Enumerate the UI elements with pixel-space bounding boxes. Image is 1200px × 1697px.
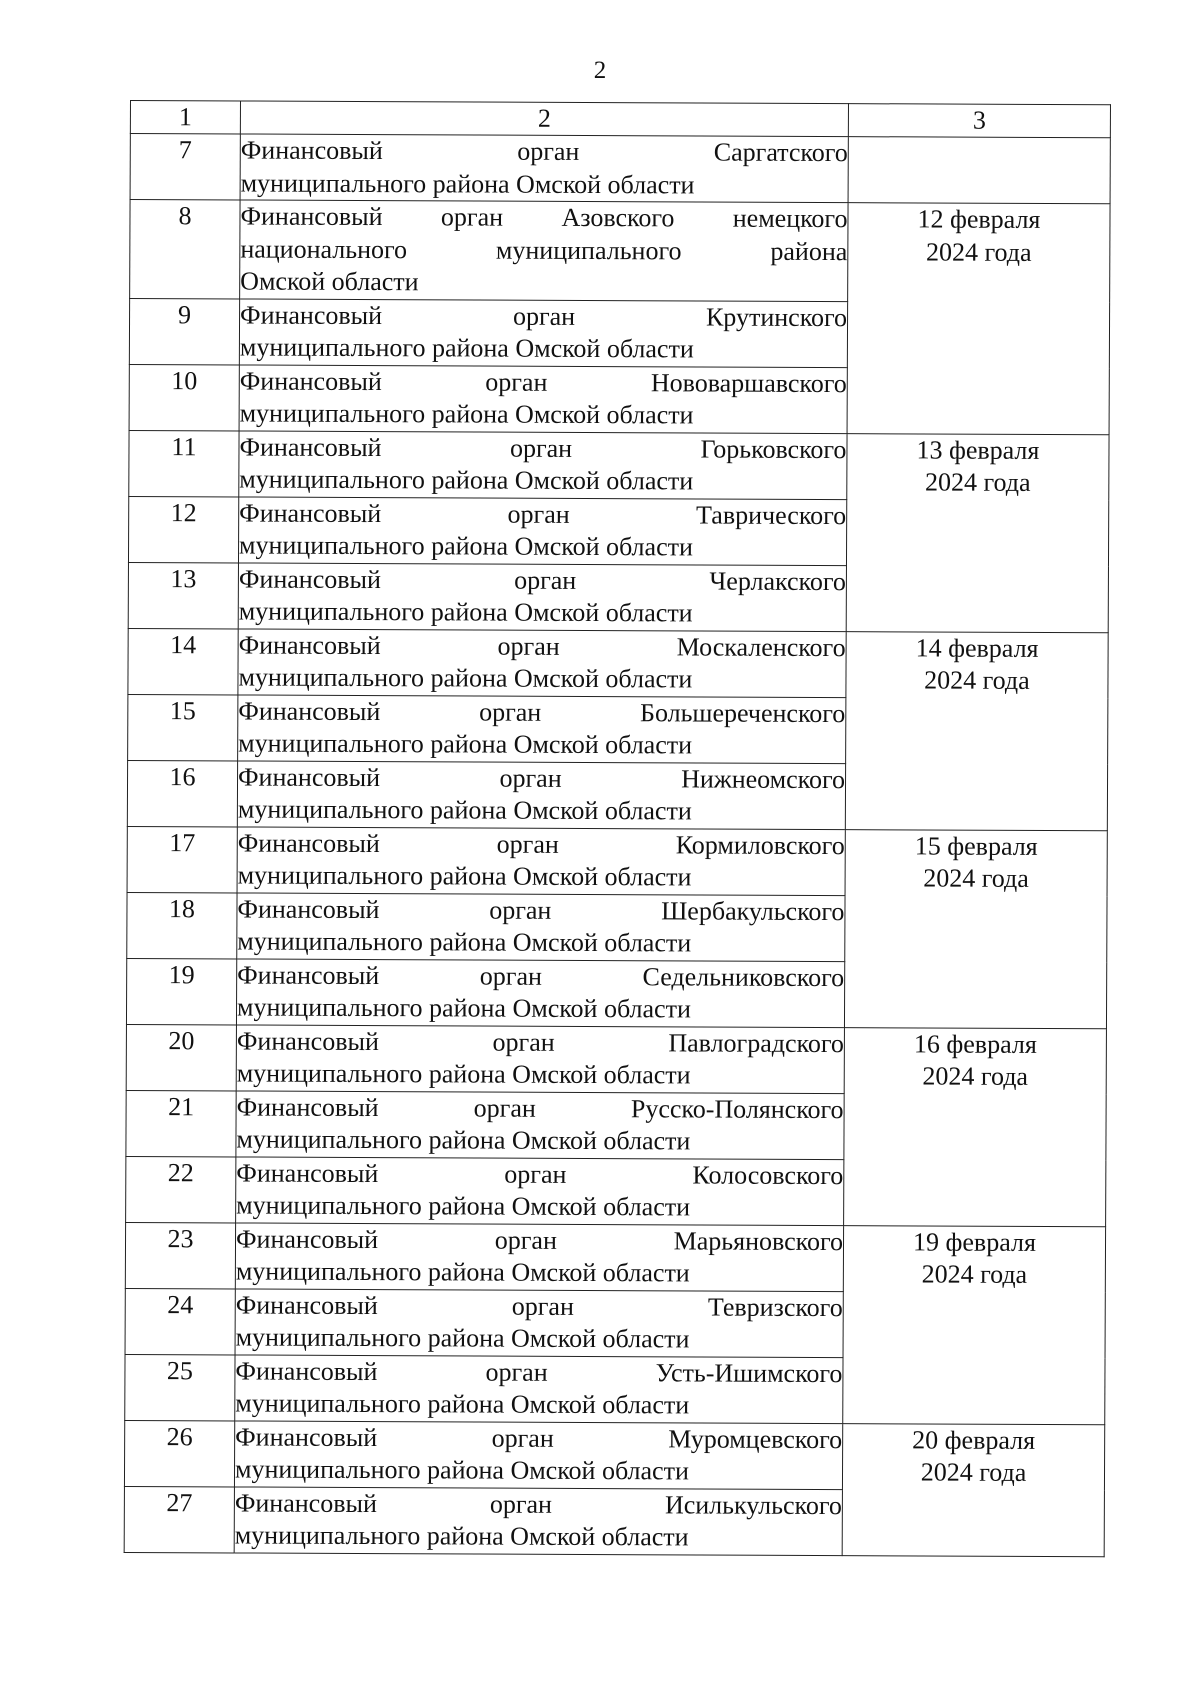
row-number: 15: [128, 694, 238, 760]
table-row: [126, 1024, 1106, 1094]
row-number: 8: [130, 200, 240, 299]
organization-name: [238, 562, 846, 631]
organization-name-line: Финансовый орган Кормиловского: [237, 827, 845, 860]
organization-name-line: муниципального района Омской области: [234, 1454, 689, 1486]
table-row: [129, 430, 1109, 500]
row-number: 25: [125, 1354, 235, 1420]
organization-name-line: муниципального района Омской области: [238, 596, 693, 628]
organization-name-line: Финансовый орган Усть-Ишимского: [235, 1355, 843, 1388]
organization-name-line: муниципального района Омской области: [236, 1190, 691, 1222]
organization-name: [239, 430, 847, 499]
row-number: 16: [127, 760, 237, 826]
row-number: 20: [126, 1024, 236, 1090]
date-day: 15 февраля: [914, 830, 1038, 861]
organization-name: [236, 1024, 844, 1093]
organization-name: [238, 496, 846, 565]
date-day: 13 февраля: [916, 434, 1040, 465]
organization-name-line: Финансовый орган Горьковского: [239, 431, 847, 464]
organization-name: [237, 892, 845, 961]
organization-name-line: муниципального района Омской области: [238, 728, 693, 760]
row-number: 12: [128, 496, 238, 562]
organization-name-line: Финансовый орган Крутинского: [240, 299, 848, 332]
organization-name: [237, 760, 845, 829]
date-cell: [845, 631, 1108, 830]
row-number: 19: [126, 958, 236, 1024]
date-year: 2024 года: [924, 665, 1030, 695]
organization-name-line: Финансовый орган Саргатского: [240, 135, 848, 168]
organization-name-line: Финансовый орган Русско-Полянского: [236, 1091, 844, 1124]
column-header-1: 1: [130, 101, 240, 134]
organization-name-line: Финансовый орган Колосовского: [236, 1157, 844, 1190]
row-number: 9: [129, 298, 239, 364]
organization-name-line: Омской области: [240, 266, 419, 297]
organization-name-line: муниципального района Омской области: [236, 992, 691, 1024]
organization-name: [236, 958, 844, 1027]
row-number: 23: [125, 1222, 235, 1288]
table-row: [125, 1222, 1105, 1292]
table-header-row: [130, 101, 1110, 138]
row-number: 27: [124, 1486, 234, 1552]
organization-name: [239, 298, 847, 367]
date-cell: [844, 829, 1107, 1028]
date-year: 2024 года: [926, 236, 1032, 267]
organization-name: [235, 1222, 843, 1291]
organization-name-line: Финансовый орган Азовского немецкого национального муниципального района: [240, 201, 848, 266]
organization-name-line: Финансовый орган Муромцевского: [235, 1421, 843, 1454]
date-cell: [844, 1027, 1107, 1226]
row-number: 22: [126, 1156, 236, 1222]
date-cell: [846, 433, 1109, 632]
row-number: 11: [129, 430, 239, 496]
organization-name-line: муниципального района Омской области: [234, 1520, 689, 1552]
row-number: 7: [130, 134, 240, 200]
organization-name-line: Финансовый орган Марьяновского: [235, 1223, 844, 1256]
organization-name-line: муниципального района Омской области: [240, 167, 695, 199]
date-cell: [847, 203, 1110, 435]
organization-name-line: муниципального района Омской области: [239, 464, 694, 496]
organization-name: [239, 364, 847, 433]
date-cell: [843, 1225, 1106, 1424]
row-number: 24: [125, 1288, 235, 1354]
table-row: [127, 826, 1107, 896]
organization-name-line: муниципального района Омской области: [235, 1256, 690, 1288]
date-day: 20 февраля: [912, 1424, 1036, 1455]
date-cell-empty: [848, 137, 1110, 204]
organization-name-line: муниципального района Омской области: [235, 1322, 690, 1354]
organization-name: [235, 1354, 843, 1423]
organization-name-line: Финансовый орган Черлакского: [238, 563, 846, 596]
organization-name-line: Финансовый орган Нововаршавского: [239, 365, 847, 398]
row-number: 13: [128, 562, 238, 628]
date-year: 2024 года: [920, 1457, 1027, 1487]
page-number: 2: [593, 57, 607, 84]
organization-name-line: Финансовый орган Нижнеомского: [237, 761, 846, 794]
organization-name-line: Финансовый орган Седельниковского: [237, 959, 845, 992]
date-year: 2024 года: [924, 467, 1031, 497]
organization-name-line: муниципального района Омской области: [236, 1058, 691, 1090]
organization-name: [235, 1288, 843, 1357]
organization-name: [238, 694, 846, 763]
organization-name-line: Финансовый орган Москаленского: [238, 629, 846, 662]
row-number: 26: [124, 1420, 234, 1486]
organization-name: [238, 628, 846, 697]
organization-name-line: Финансовый орган Павлоградского: [236, 1025, 844, 1058]
date-day: 14 февраля: [915, 632, 1039, 663]
organization-name: [240, 200, 848, 301]
organization-name-line: муниципального района Омской области: [237, 926, 692, 958]
organization-name-line: муниципального района Омской области: [237, 794, 692, 826]
organization-name: [234, 1486, 842, 1555]
column-header-2: 2: [240, 101, 848, 137]
organization-name-line: Финансовый орган Шербакульского: [237, 893, 845, 926]
row-number: 17: [127, 826, 237, 892]
date-year: 2024 года: [921, 1259, 1028, 1289]
organization-name-line: муниципального района Омской области: [239, 398, 694, 430]
organization-name-line: Финансовый орган Таврического: [239, 497, 847, 530]
table-row: [130, 200, 1110, 303]
table-row: [124, 1420, 1104, 1490]
organization-name-line: муниципального района Омской области: [237, 860, 692, 892]
organization-name-line: Финансовый орган Тевризского: [235, 1289, 843, 1322]
organization-name: [240, 134, 848, 203]
organization-name: [236, 1090, 844, 1159]
organization-name-line: муниципального района Омской области: [236, 1124, 691, 1156]
organization-name: [236, 1156, 844, 1225]
date-day: 19 февраля: [913, 1226, 1037, 1257]
row-number: 18: [127, 892, 237, 958]
organization-name: [237, 826, 845, 895]
organization-name-line: муниципального района Омской области: [238, 530, 693, 562]
row-number: 10: [129, 364, 239, 430]
date-day: 12 февраля: [917, 204, 1041, 234]
table-row: [130, 134, 1110, 204]
date-cell: [842, 1423, 1105, 1556]
column-header-3: 3: [848, 104, 1110, 138]
row-number: 21: [126, 1090, 236, 1156]
date-year: 2024 года: [923, 863, 1029, 893]
row-number: 14: [128, 628, 238, 694]
organization-name-line: муниципального района Омской области: [239, 332, 694, 364]
schedule-table: [124, 100, 1111, 1557]
date-day: 16 февраля: [913, 1028, 1037, 1059]
organization-name: [234, 1420, 842, 1489]
table-row: [128, 628, 1108, 698]
organization-name-line: Финансовый орган Исилькульского: [234, 1487, 842, 1520]
organization-name-line: Финансовый орган Большереченского: [238, 695, 846, 728]
date-year: 2024 года: [922, 1061, 1029, 1091]
organization-name-line: муниципального района Омской области: [235, 1388, 690, 1420]
organization-name-line: муниципального района Омской области: [238, 662, 693, 694]
